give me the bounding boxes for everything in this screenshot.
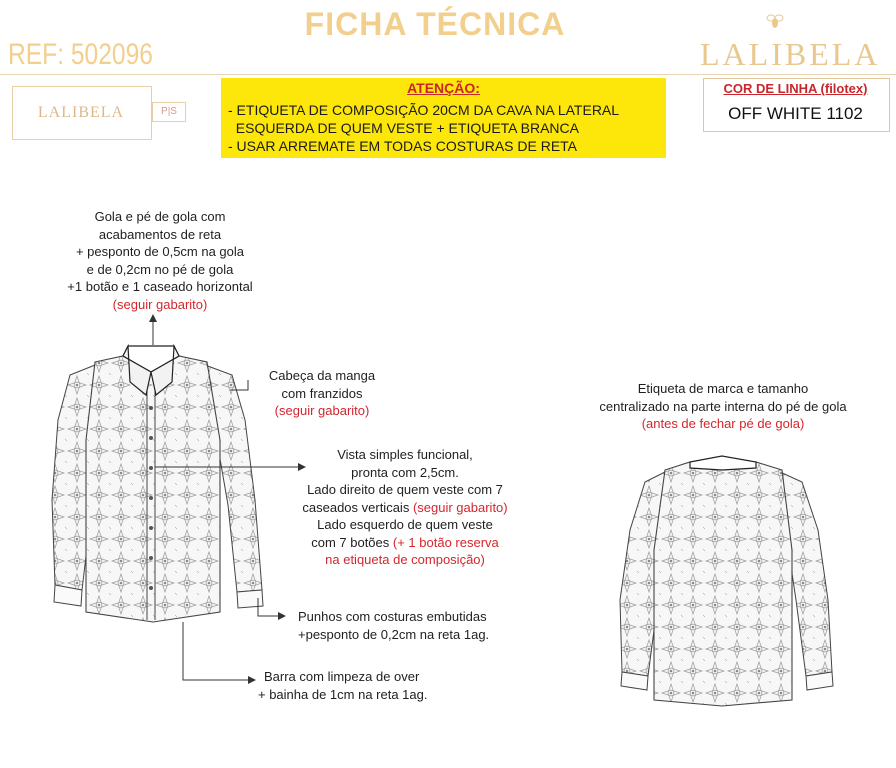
placket-note-line: pronta com 2,5cm. xyxy=(351,464,459,480)
attention-line: - USAR ARREMATE EM TODAS COSTURAS DE RETA xyxy=(228,138,578,154)
collar-note-line: + pesponto de 0,5cm na gola xyxy=(75,244,245,259)
label-note-warning: (antes de fechar pé de gola) xyxy=(641,416,805,431)
collar-note-line: e de 0,2cm no pé de gola xyxy=(86,261,234,277)
cuffs-note-line: +pesponto de 0,2cm na reta 1ag. xyxy=(298,626,490,642)
label-note-line: Etiqueta de marca e tamanho xyxy=(637,381,809,396)
collar-note-line: acabamentos de reta xyxy=(98,226,222,242)
collar-note-warning: (seguir gabarito) xyxy=(112,296,208,312)
placket-note-line: Vista simples funcional, xyxy=(337,447,473,462)
brand-logo: LALIBELA xyxy=(700,36,881,72)
collar-note-line: Gola e pé de gola com xyxy=(94,209,226,224)
attention-title: ATENÇÃO: xyxy=(407,80,480,96)
placket-note-warning: (+ 1 botão reserva xyxy=(392,534,499,550)
placket-note-line: Lado direito de quem veste com 7 xyxy=(307,482,503,497)
placket-note-line: caseados verticais xyxy=(302,499,410,515)
size-tag: P|S xyxy=(152,102,186,122)
front-shirt-drawing xyxy=(52,346,263,622)
back-shirt-drawing xyxy=(620,456,833,706)
attention-line: - ETIQUETA DE COMPOSIÇÃO 20CM DA CAVA NA LATERAL xyxy=(228,102,620,118)
label-note xyxy=(560,380,886,433)
placket-note-warning: na etiqueta de composição) xyxy=(325,552,485,567)
placket-note-warning: (seguir gabarito) xyxy=(412,499,508,515)
brand-label-text: LALIBELA xyxy=(37,104,125,121)
collar-note xyxy=(40,208,280,313)
placket-note xyxy=(270,446,540,569)
cuffs-note-line: Punhos com costuras embutidas xyxy=(298,609,487,624)
thread-color-title: COR DE LINHA (filotex) xyxy=(723,81,868,96)
page-title: FICHA TÉCNICA xyxy=(304,6,566,42)
cuffs-note xyxy=(298,608,489,643)
placket-note-line: Lado esquerdo de quem veste xyxy=(317,517,493,532)
reference-code: REF: 502096 xyxy=(8,38,153,71)
thread-color-value: OFF WHITE 1102 xyxy=(728,104,863,123)
attention-line: ESQUERDA DE QUEM VESTE + ETIQUETA BRANCA xyxy=(228,120,579,136)
sleeve-cap-note xyxy=(252,367,392,420)
collar-note-line: +1 botão e 1 caseado horizontal xyxy=(67,279,253,294)
sleeve-cap-note-line: com franzidos xyxy=(281,385,363,401)
sleeve-cap-note-warning: (seguir gabarito) xyxy=(274,403,370,418)
placket-note-line: com 7 botões xyxy=(311,534,390,550)
sleeve-cap-note-line: Cabeça da manga xyxy=(268,368,376,383)
hem-note-line: Barra com limpeza de over xyxy=(264,669,420,684)
label-note-line: centralizado na parte interna do pé de gola xyxy=(599,398,847,414)
hem-note-line: + bainha de 1cm na reta 1ag. xyxy=(258,686,428,702)
hem-note xyxy=(258,668,427,703)
